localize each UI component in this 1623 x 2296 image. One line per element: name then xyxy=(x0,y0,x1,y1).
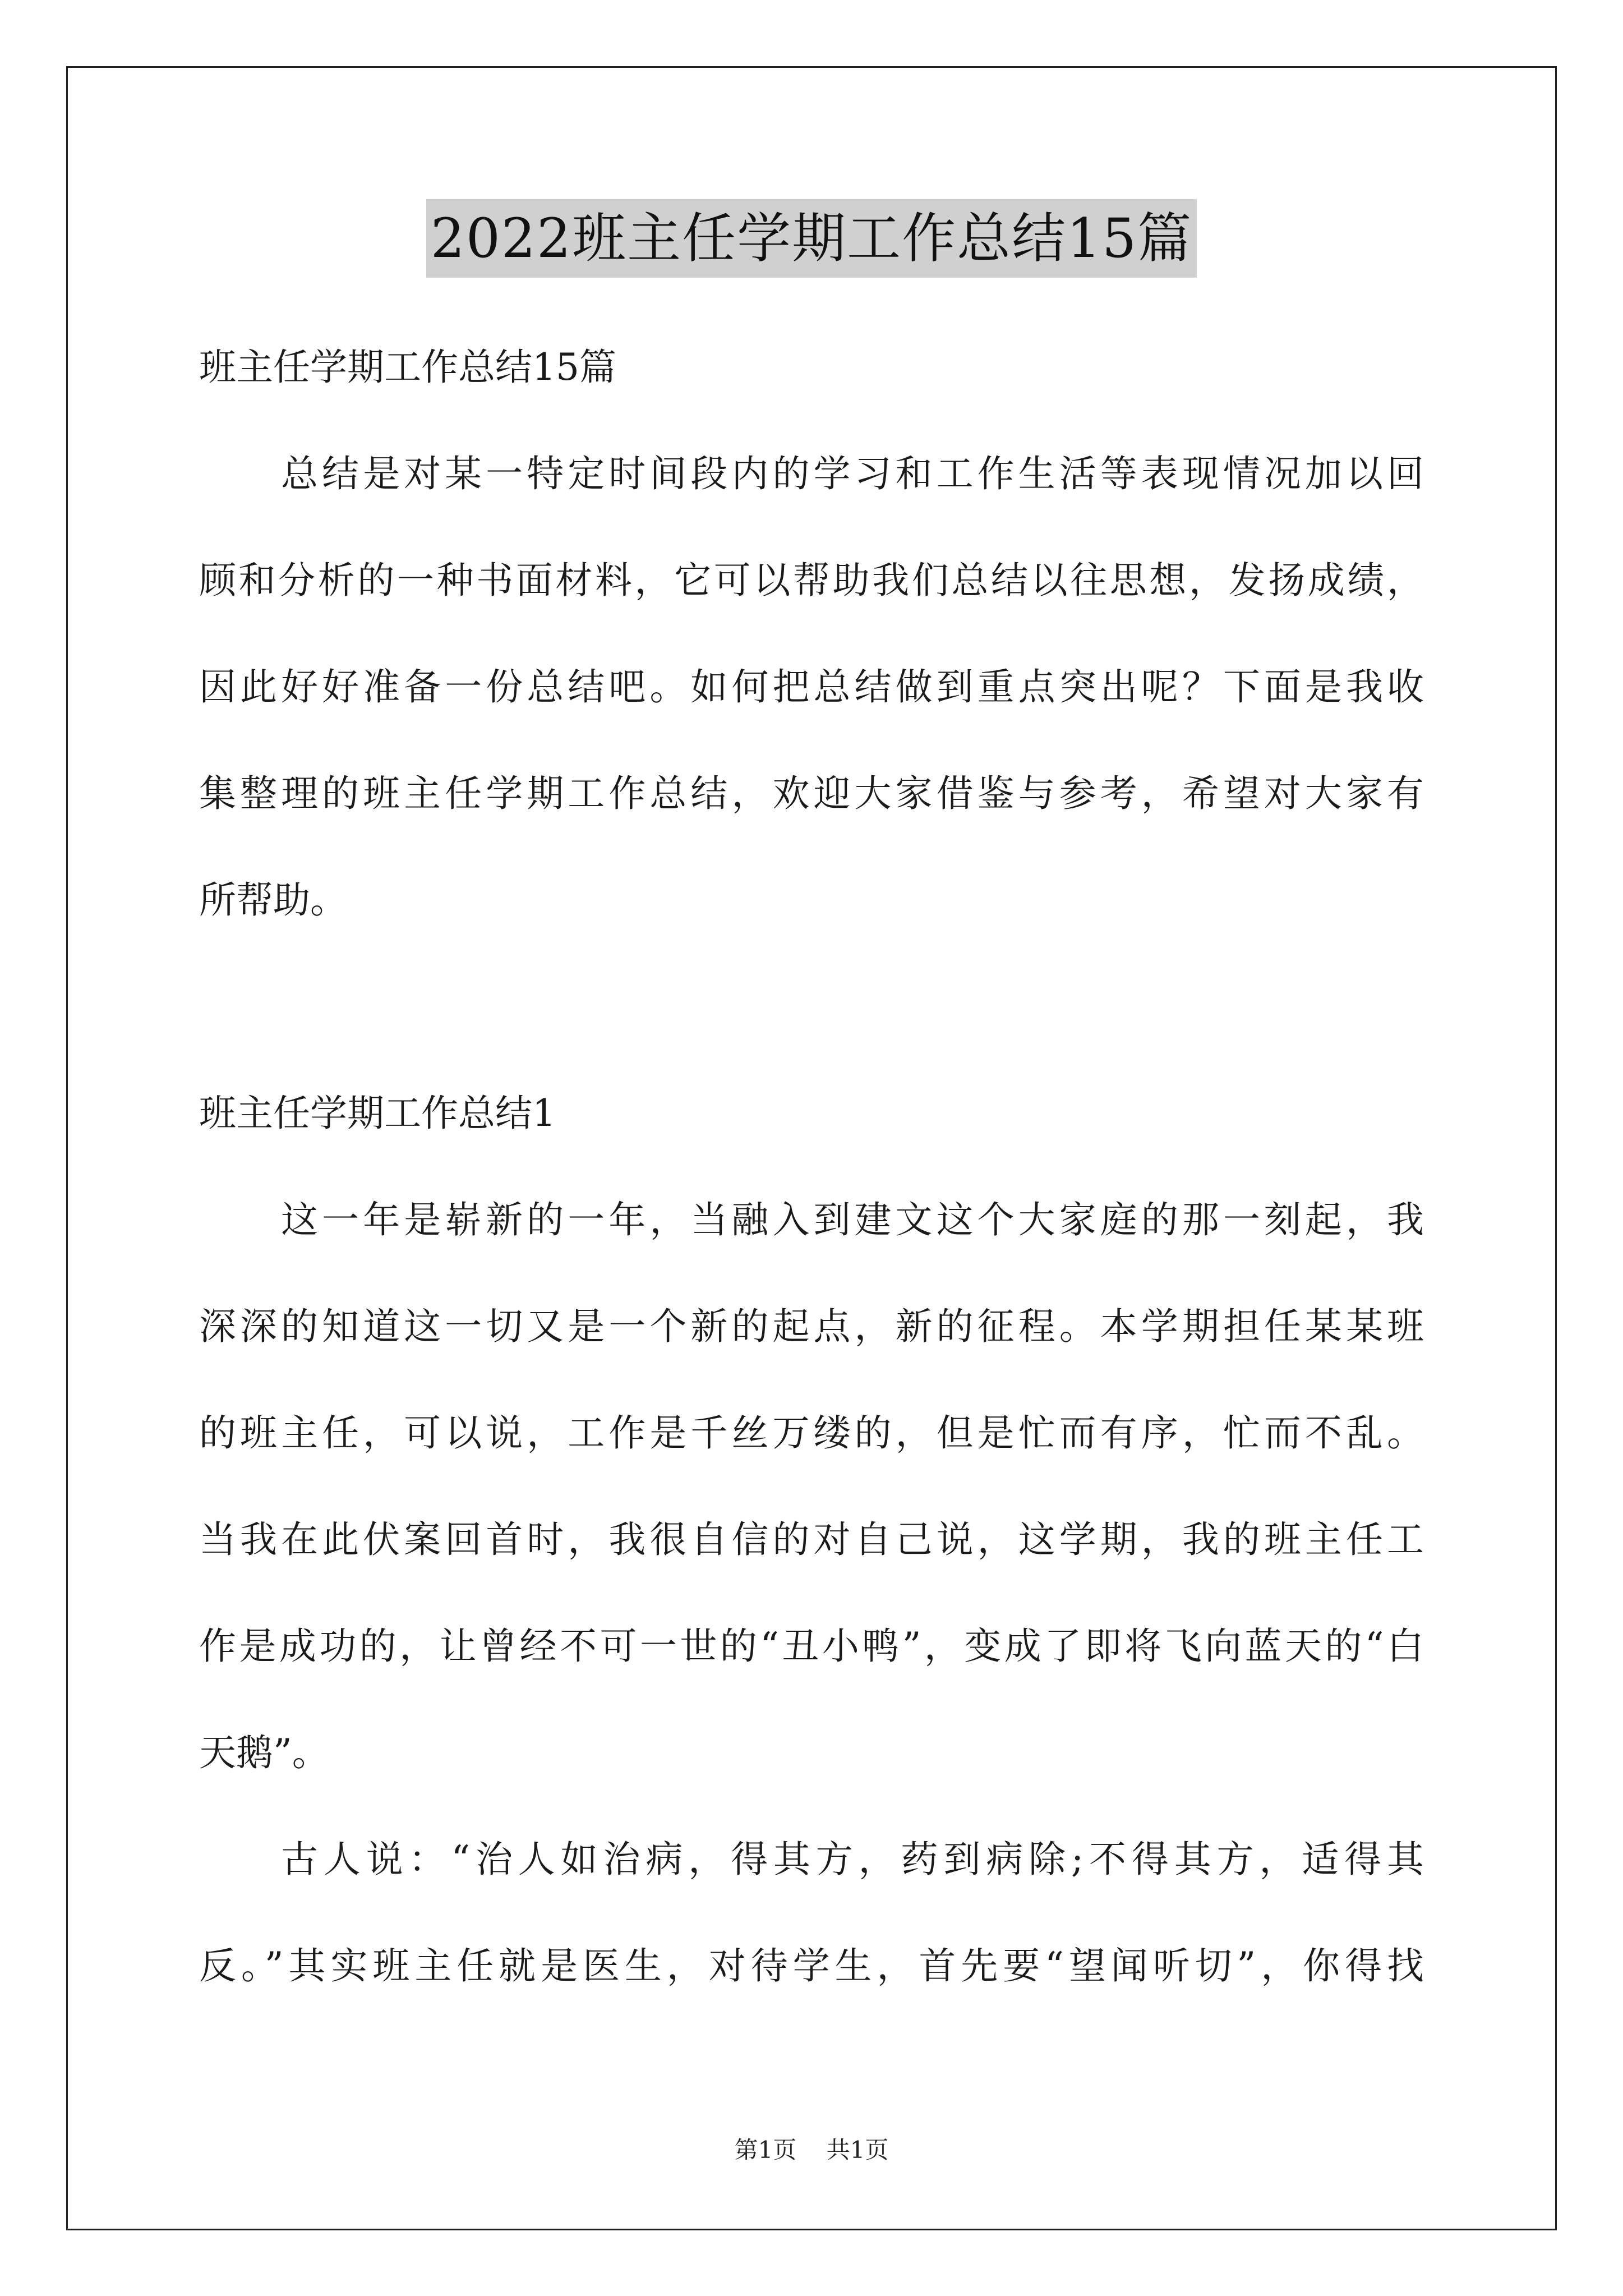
paragraph-line: 这一年是崭新的一年，当融入到建文这个大家庭的那一刻起，我 xyxy=(281,1198,1424,1241)
section1-paragraph-1 xyxy=(199,1167,1424,1806)
document-subtitle: 班主任学期工作总结15篇 xyxy=(199,346,616,389)
paragraph-line: 当我在此伏案回首时，我很自信的对自己说，这学期，我的班主任工 xyxy=(199,1518,1424,1561)
paragraph-line: 深深的知道这一切又是一个新的起点，新的征程。本学期担任某某班 xyxy=(199,1305,1424,1348)
document-body xyxy=(199,314,1424,2019)
paragraph-line: 所帮助。 xyxy=(199,878,347,922)
paragraph-line: 顾和分析的一种书面材料，它可以帮助我们总结以往思想，发扬成绩， xyxy=(199,559,1424,602)
paragraph-line: 因此好好准备一份总结吧。如何把总结做到重点突出呢？下面是我收 xyxy=(199,665,1424,708)
paragraph-line: 集整理的班主任学期工作总结，欢迎大家借鉴与参考，希望对大家有 xyxy=(199,772,1424,815)
page-footer xyxy=(0,2132,1623,2165)
paragraph-line: 总结是对某一特定时间段内的学习和工作生活等表现情况加以回 xyxy=(281,452,1424,495)
page-total: 共1页 xyxy=(826,2136,889,2164)
paragraph-line: 反。”其实班主任就是医生，对待学生，首先要“望闻听切”，你得找 xyxy=(199,1944,1424,1987)
document-title-text: 2022班主任学期工作总结15篇 xyxy=(426,199,1197,278)
paragraph-line: 的班主任，可以说，工作是千丝万缕的，但是忙而有序，忙而不乱。 xyxy=(199,1411,1424,1455)
paragraph-line: 古人说：“治人如治病，得其方，药到病除;不得其方，适得其 xyxy=(281,1838,1424,1881)
section1-paragraph-2 xyxy=(199,1806,1424,2019)
paragraph-line: 天鹅”。 xyxy=(199,1731,329,1774)
paragraph-line: 作是成功的，让曾经不可一世的“丑小鸭”，变成了即将飞向蓝天的“白 xyxy=(199,1625,1424,1668)
page-number: 第1页 xyxy=(734,2136,797,2164)
document-title xyxy=(0,199,1623,278)
blank-line xyxy=(199,954,1424,1060)
intro-paragraph xyxy=(199,421,1424,954)
section-heading: 班主任学期工作总结1 xyxy=(199,1092,556,1135)
